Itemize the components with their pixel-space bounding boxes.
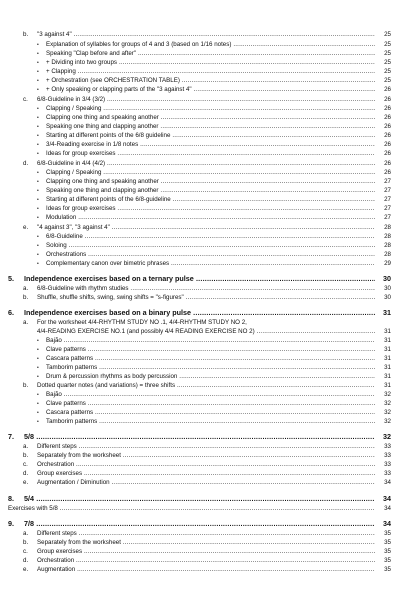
bullet-icon: •: [37, 133, 39, 139]
toc-page-number: 32: [384, 400, 391, 407]
toc-entry-title: + Orchestration (see ORCHESTRATION TABLE) .....: [46, 76, 375, 86]
bullet-icon: •: [37, 106, 39, 112]
toc-page-number: 25: [384, 31, 391, 38]
toc-entry-number: c.: [23, 461, 28, 468]
toc-entry-title: Independence exercises based on a binary pulse .....: [24, 308, 375, 318]
toc-page-number: 32: [384, 409, 391, 416]
toc-entry-title: Clapping one thing and speaking another .....: [46, 177, 375, 187]
bullet-icon: •: [37, 87, 39, 93]
toc-section-entry: [0, 565, 413, 575]
toc-entry-title: Bajão .....: [46, 390, 375, 400]
toc-entry-number: d.: [23, 557, 29, 564]
toc-section-entry: [0, 293, 413, 303]
toc-entry-number: d.: [23, 160, 29, 167]
bullet-icon: •: [37, 410, 39, 416]
toc-entry-title: Augmentation .....: [37, 565, 375, 575]
toc-entry-title: Speaking one thing and clapping another .....: [46, 186, 375, 196]
toc-entry-title: Augmentation / Diminution .....: [37, 478, 375, 488]
toc-entry-title: Clapping / Speaking .....: [46, 104, 375, 114]
toc-page-number: 25: [384, 41, 391, 48]
toc-entry-title: Orchestration .....: [37, 460, 375, 470]
toc-page-number: 34: [383, 519, 391, 528]
toc-entry-number: 7.: [8, 432, 14, 441]
toc-page-number: 31: [383, 308, 391, 317]
toc-page-number: 30: [384, 285, 391, 292]
toc-entry-number: c.: [23, 96, 28, 103]
toc-page-number: 26: [384, 123, 391, 130]
bullet-icon: •: [37, 215, 39, 221]
toc-entry-title: For the worksheet 4/4-RHYTHM STUDY NO .1, 4/4-RHYTHM STUDY NO 2,: [37, 319, 247, 326]
toc-page-number: 34: [384, 479, 391, 486]
toc-page-number: 29: [384, 260, 391, 267]
toc-page-number: 33: [384, 470, 391, 477]
toc-page-number: 28: [384, 251, 391, 258]
toc-chapter-entry: [0, 494, 413, 504]
toc-entry-number: 6.: [8, 308, 14, 317]
toc-entry-title: Starting at different points of the 6/8-guideline .....: [46, 195, 375, 205]
toc-entry-title: Cascara patterns .....: [46, 408, 375, 418]
toc-page-number: 27: [384, 205, 391, 212]
bullet-icon: •: [37, 365, 39, 371]
toc-page-number: 33: [384, 452, 391, 459]
toc-entry-title: Different steps .....: [37, 529, 375, 539]
toc-bullet-entry: [0, 417, 413, 427]
toc-entry-title: Tamborim patterns .....: [46, 417, 375, 427]
toc-entry-title: 6/8-Guideline .....: [46, 232, 375, 242]
toc-entry-title: Soloing .....: [46, 241, 375, 251]
toc-entry-number: e.: [23, 224, 29, 231]
bullet-icon: •: [37, 261, 39, 267]
toc-entry-title: Speaking one thing and clapping another .....: [46, 122, 375, 132]
toc-section-entry: [0, 30, 413, 40]
bullet-icon: •: [37, 401, 39, 407]
toc-chapter-entry: [0, 519, 413, 529]
toc-page-number: 25: [384, 59, 391, 66]
toc-entry-title: + Only speaking or clapping parts of the "3 against 4" .....: [46, 85, 375, 95]
toc-entry-title: Clapping / Speaking .....: [46, 168, 375, 178]
toc-page-number: 35: [384, 539, 391, 546]
toc-chapter-entry: [0, 308, 413, 318]
toc-entry-title: + Clapping .....: [46, 67, 375, 77]
toc-page-number: 31: [384, 355, 391, 362]
toc-entry-title: Tamborim patterns .....: [46, 363, 375, 373]
toc-page-number: 35: [384, 548, 391, 555]
toc-page-number: 28: [384, 242, 391, 249]
toc-page-number: 35: [384, 530, 391, 537]
toc-entry-number: b.: [23, 31, 29, 38]
toc-entry-number: b.: [23, 382, 29, 389]
toc-entry-title: Starting at different points of the 6/8 guideline .....: [46, 131, 375, 141]
toc-entry-title: Modulation .....: [46, 213, 375, 223]
toc-entry-number: d.: [23, 470, 29, 477]
bullet-icon: •: [37, 206, 39, 212]
toc-bullet-entry: [0, 213, 413, 223]
bullet-icon: •: [37, 78, 39, 84]
toc-section-entry: [0, 504, 413, 514]
toc-entry-number: 9.: [8, 519, 14, 528]
toc-page-number: 34: [383, 494, 391, 503]
toc-page-number: 26: [384, 96, 391, 103]
bullet-icon: •: [37, 179, 39, 185]
toc-page-number: 32: [383, 432, 391, 441]
toc-entry-title: 4/4-READING EXERCISE NO.1 (and possibly 4/4 READING EXERCISE NO 2) .....: [37, 327, 375, 337]
toc-page-number: 33: [384, 461, 391, 468]
bullet-icon: •: [37, 142, 39, 148]
toc-page-number: 28: [384, 224, 391, 231]
toc-page-number: 31: [384, 328, 391, 335]
toc-entry-title: Ideas for group exercises .....: [46, 204, 375, 214]
toc-entry-title: 6/8-Guideline in 3/4 (3/2) .....: [37, 95, 375, 105]
bullet-icon: •: [37, 60, 39, 66]
toc-entry-title: Bajão .....: [46, 336, 375, 346]
bullet-icon: •: [37, 252, 39, 258]
toc-page-number: 31: [384, 346, 391, 353]
toc-entry-number: 5.: [8, 274, 14, 283]
toc-entry-title: Ideas for group exercises .....: [46, 149, 375, 159]
toc-entry-title: Orchestrations .....: [46, 250, 375, 260]
toc-page-number: 31: [384, 382, 391, 389]
bullet-icon: •: [37, 69, 39, 75]
bullet-icon: •: [37, 338, 39, 344]
bullet-icon: •: [37, 42, 39, 48]
toc-entry-title: Speaking "Clap before and after" .....: [46, 49, 375, 59]
toc-entry-number: b.: [23, 539, 29, 546]
toc-page-number: 26: [384, 105, 391, 112]
toc-entry-title: Cascara patterns .....: [46, 354, 375, 364]
toc-entry-title: "3 against 4" .....: [37, 30, 375, 40]
toc-bullet-entry: [0, 259, 413, 269]
bullet-icon: •: [37, 115, 39, 121]
toc-entry-title: 7/8 .....: [24, 519, 375, 529]
toc-entry-title: 3/4-Reading exercise in 1/8 notes .....: [46, 140, 375, 150]
toc-page-number: 26: [384, 160, 391, 167]
toc-page-number: 31: [384, 337, 391, 344]
toc-entry-number: b.: [23, 452, 29, 459]
bullet-icon: •: [37, 392, 39, 398]
toc-entry-number: a.: [23, 319, 29, 326]
toc-entry-title: Orchestration .....: [37, 556, 375, 566]
toc-entry-title: Clapping one thing and speaking another .....: [46, 113, 375, 123]
toc-entry-title: Different steps .....: [37, 442, 375, 452]
toc-page-number: 26: [384, 114, 391, 121]
toc-entry-number: c.: [23, 548, 28, 555]
toc-page-number: 26: [384, 132, 391, 139]
toc-page-number: 35: [384, 557, 391, 564]
toc-page-number: 25: [384, 68, 391, 75]
toc-page-number: 32: [384, 418, 391, 425]
toc-entry-title: "4 against 3", "3 against 4" .....: [37, 223, 375, 233]
toc-entry-title: Drum & percussion rhythms as body percussion .....: [46, 372, 375, 382]
toc-page-number: 31: [384, 364, 391, 371]
toc-entry-title: Complementary canon over bimetric phrases .....: [46, 259, 375, 269]
toc-page-number: 26: [384, 150, 391, 157]
toc-page-number: 33: [384, 443, 391, 450]
bullet-icon: •: [37, 374, 39, 380]
toc-entry-number: e.: [23, 566, 29, 573]
toc-chapter-entry: [0, 274, 413, 284]
toc-page-number: 30: [383, 274, 391, 283]
toc-page-number: 34: [384, 505, 391, 512]
toc-page-number: 28: [384, 233, 391, 240]
toc-section-entry: [0, 478, 413, 488]
toc-entry-title: Independence exercises based on a ternary pulse .....: [24, 274, 375, 284]
toc-page-number: 27: [384, 214, 391, 221]
toc-chapter-entry: [0, 432, 413, 442]
toc-entry-title: Dotted quarter notes (and variations) = three shifts .....: [37, 381, 375, 391]
toc-page-number: 31: [384, 373, 391, 380]
toc-page-number: 25: [384, 50, 391, 57]
bullet-icon: •: [37, 124, 39, 130]
toc-bullet-entry: [0, 149, 413, 159]
toc-page-number: 27: [384, 187, 391, 194]
bullet-icon: •: [37, 197, 39, 203]
toc-entry-title: Clave patterns .....: [46, 399, 375, 409]
bullet-icon: •: [37, 419, 39, 425]
toc-entry-number: a.: [23, 530, 29, 537]
toc-entry-title: Clave patterns .....: [46, 345, 375, 355]
bullet-icon: •: [37, 170, 39, 176]
toc-entry-number: b.: [23, 294, 29, 301]
bullet-icon: •: [37, 243, 39, 249]
toc-page-number: 32: [384, 391, 391, 398]
bullet-icon: •: [37, 51, 39, 57]
toc-entry-number: 8.: [8, 494, 14, 503]
toc-page-number: 26: [384, 169, 391, 176]
toc-entry-number: a.: [23, 285, 29, 292]
bullet-icon: •: [37, 188, 39, 194]
toc-page-number: 27: [384, 178, 391, 185]
toc-page-number: 25: [384, 77, 391, 84]
bullet-icon: •: [37, 347, 39, 353]
toc-bullet-entry: [0, 85, 413, 95]
toc-page-number: 30: [384, 294, 391, 301]
toc-entry-title: Exercises with 5/8 .....: [8, 504, 375, 514]
toc-entry-title: + Dividing into two groups .....: [46, 58, 375, 68]
toc-entry-title: 6/8-Guideline in 4/4 (4/2) .....: [37, 159, 375, 169]
toc-entry-title: 6/8-Guideline with rhythm studies .....: [37, 284, 375, 294]
toc-entry-title: Separately from the worksheet .....: [37, 451, 375, 461]
bullet-icon: •: [37, 151, 39, 157]
bullet-icon: •: [37, 234, 39, 240]
toc-page-number: 26: [384, 141, 391, 148]
toc-entry-title: 5/8 .....: [24, 432, 375, 442]
toc-page-number: 26: [384, 86, 391, 93]
toc-page-number: 27: [384, 196, 391, 203]
toc-page-number: 35: [384, 566, 391, 573]
toc-entry-title: Separately from the worksheet .....: [37, 538, 375, 548]
toc-entry-title: Group exercises .....: [37, 547, 375, 557]
toc-entry-number: a.: [23, 443, 29, 450]
bullet-icon: •: [37, 356, 39, 362]
toc-entry-title: Shuffle, shuffle shifts, swing, swing shifts = "s-figures" .....: [37, 293, 375, 303]
toc-entry-number: e.: [23, 479, 29, 486]
toc-entry-title: Explanation of syllables for groups of 4 and 3 (based on 1/16 notes) .....: [46, 40, 375, 50]
toc-entry-title: Group exercises .....: [37, 469, 375, 479]
toc-entry-title: 5/4 .....: [24, 494, 375, 504]
